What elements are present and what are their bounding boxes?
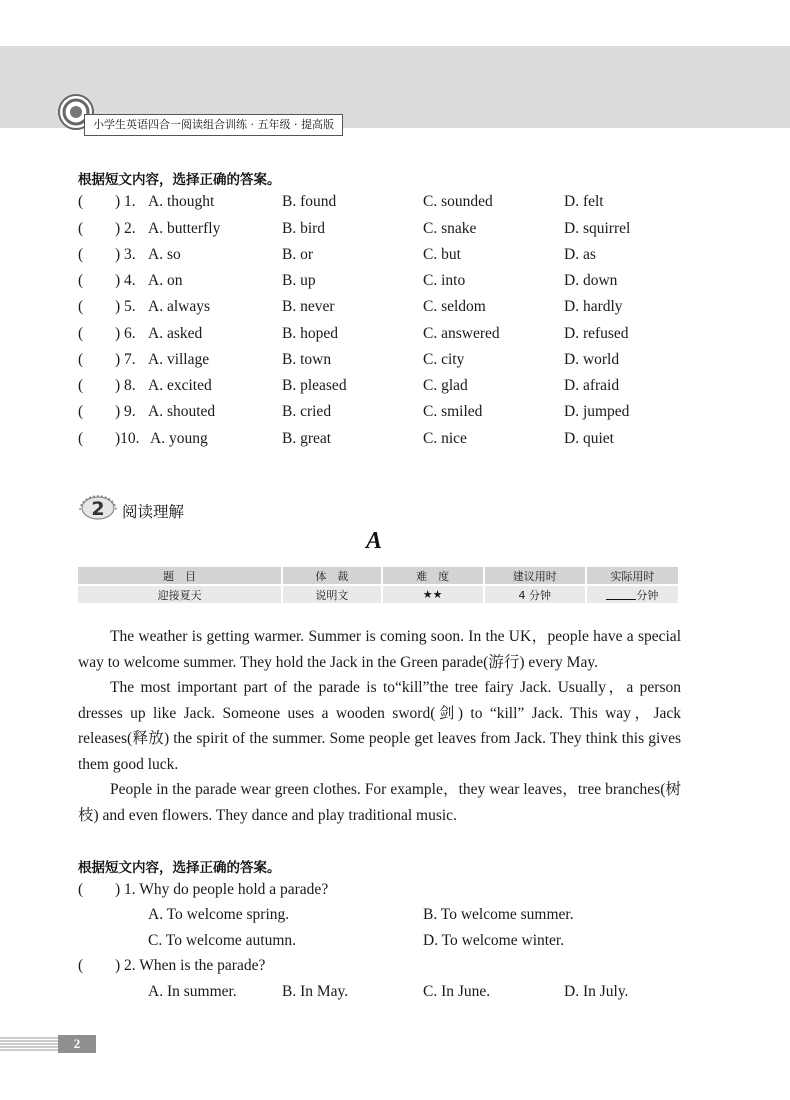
answer-bracket[interactable]: ( — [78, 246, 84, 263]
comprehension-instruction: 根据短文内容，选择正确的答案。 — [78, 860, 281, 876]
option-d: D. down — [564, 272, 618, 289]
book-title: 小学生英语四合一阅读组合训练 · 五年级 · 提高版 — [84, 114, 343, 136]
header-cell-topic: 题 目 — [78, 567, 282, 585]
option-c: C. city — [423, 351, 465, 368]
option-b: B. great — [282, 430, 332, 447]
question-number: ) 3. — [115, 246, 136, 263]
answer-bracket[interactable]: ( — [78, 351, 84, 368]
answer-bracket[interactable]: ( — [78, 220, 84, 237]
option-a: A. always — [148, 298, 210, 315]
info-table — [78, 567, 680, 605]
section-number: 2 — [91, 498, 105, 520]
option-b: B. hoped — [282, 325, 338, 342]
value-cell-genre: 说明文 — [282, 585, 381, 604]
option-a: A. young — [150, 430, 208, 447]
option-a: A. butterfly — [148, 220, 221, 237]
option-c: C. but — [423, 246, 461, 263]
option-c: C. In June. — [423, 983, 491, 1000]
header-cell-difficulty: 难 度 — [382, 567, 484, 585]
option-d: D. hardly — [564, 298, 623, 315]
option-c: C. seldom — [423, 298, 486, 315]
passage-paragraph-3: People in the parade wear green clothes. For example，they wear leaves，tree branches(树枝) and even flowers. They dance and play traditional music. — [78, 781, 681, 824]
option-d: D. squirrel — [564, 220, 631, 237]
cloze-instruction: 根据短文内容，选择正确的答案。 — [78, 172, 281, 188]
option-b: B. town — [282, 351, 332, 368]
answer-bracket[interactable]: ( — [78, 298, 84, 315]
passage-paragraph-1: The weather is getting warmer. Summer is coming soon. In the UK，people have a special way to welcome summer. They hold the Jack in the Green parade(游行) every May. — [78, 628, 681, 671]
option-d: D. In July. — [564, 983, 629, 1000]
page-number: 2 — [58, 1035, 96, 1053]
option-a: A. In summer. — [148, 983, 237, 1000]
option-c: C. answered — [423, 325, 500, 342]
section-title: 阅读理解 — [122, 503, 185, 521]
option-c: C. glad — [423, 377, 468, 394]
option-b: B. bird — [282, 220, 326, 237]
question-stem: ) 2. When is the parade? — [115, 957, 266, 974]
option-a: A. shouted — [148, 403, 216, 420]
option-b: B. cried — [282, 403, 332, 420]
value-cell-topic: 迎接夏天 — [78, 585, 282, 604]
answer-bracket[interactable]: ( — [78, 430, 84, 447]
option-a: A. thought — [148, 193, 215, 210]
option-b: B. In May. — [282, 983, 349, 1000]
option-a: A. so — [148, 246, 181, 263]
question-number: ) 7. — [115, 351, 136, 368]
answer-bracket[interactable]: ( — [78, 881, 84, 898]
question-number: ) 5. — [115, 298, 136, 315]
passage-paragraph-2: The most important part of the parade is to“kill”the tree fairy Jack. Usually，a person dresses up like Jack. Someone uses a wooden sword(剑) to “kill” Jack. This way，Jack releases(释放) the spirit of the summer. Some people get leaves from Jack. They think this gives them good luck. — [78, 679, 681, 773]
answer-bracket[interactable]: ( — [78, 377, 84, 394]
option-a: A. on — [148, 272, 183, 289]
answer-bracket[interactable]: ( — [78, 325, 84, 342]
footer-stripes-decoration — [0, 1035, 58, 1053]
option-b: B. pleased — [282, 377, 347, 394]
section-number-badge-icon — [76, 488, 120, 524]
question-number: )10. — [115, 430, 140, 447]
option-c: C. snake — [423, 220, 477, 237]
question-number: ) 2. — [115, 220, 136, 237]
question-number: ) 4. — [115, 272, 136, 289]
answer-bracket[interactable]: ( — [78, 193, 84, 210]
option-d: D. afraid — [564, 377, 620, 394]
question-number: ) 6. — [115, 325, 136, 342]
question-number: ) 1. — [115, 193, 136, 210]
option-d: D. jumped — [564, 403, 630, 420]
option-b: B. up — [282, 272, 316, 289]
option-a: A. To welcome spring. — [148, 906, 290, 923]
option-b: B. To welcome summer. — [423, 906, 574, 923]
passage-body — [78, 624, 681, 828]
option-c: C. smiled — [423, 403, 483, 420]
option-d: D. To welcome winter. — [423, 932, 565, 949]
option-c: C. nice — [423, 430, 467, 447]
option-d: D. refused — [564, 325, 629, 342]
answer-bracket[interactable]: ( — [78, 272, 84, 289]
question-stem: ) 1. Why do people hold a parade? — [115, 881, 329, 898]
option-b: B. never — [282, 298, 335, 315]
option-a: A. asked — [148, 325, 203, 342]
value-cell-difficulty: ★★ — [382, 585, 484, 604]
option-c: C. into — [423, 272, 466, 289]
header-cell-actual-time: 实际用时 — [586, 567, 679, 585]
info-table-header-row — [78, 567, 679, 585]
option-a: A. excited — [148, 377, 212, 394]
info-table-value-row — [78, 585, 679, 604]
option-b: B. or — [282, 246, 313, 263]
option-d: D. felt — [564, 193, 604, 210]
question-number: ) 8. — [115, 377, 136, 394]
actual-time-blank[interactable] — [606, 588, 636, 600]
option-b: B. found — [282, 193, 337, 210]
value-cell-actual-time — [586, 585, 679, 604]
option-d: D. as — [564, 246, 596, 263]
question-number: ) 9. — [115, 403, 136, 420]
option-a: A. village — [148, 351, 210, 368]
header-cell-suggested-time: 建议用时 — [484, 567, 586, 585]
actual-time-unit: 分钟 — [636, 588, 659, 602]
option-c: C. To welcome autumn. — [148, 932, 297, 949]
answer-bracket[interactable]: ( — [78, 403, 84, 420]
header-cell-genre: 体 裁 — [282, 567, 381, 585]
passage-letter: A — [366, 528, 383, 554]
option-d: D. world — [564, 351, 620, 368]
option-c: C. sounded — [423, 193, 493, 210]
answer-bracket[interactable]: ( — [78, 957, 84, 974]
option-d: D. quiet — [564, 430, 614, 447]
value-cell-suggested-time: 4 分钟 — [484, 585, 586, 604]
